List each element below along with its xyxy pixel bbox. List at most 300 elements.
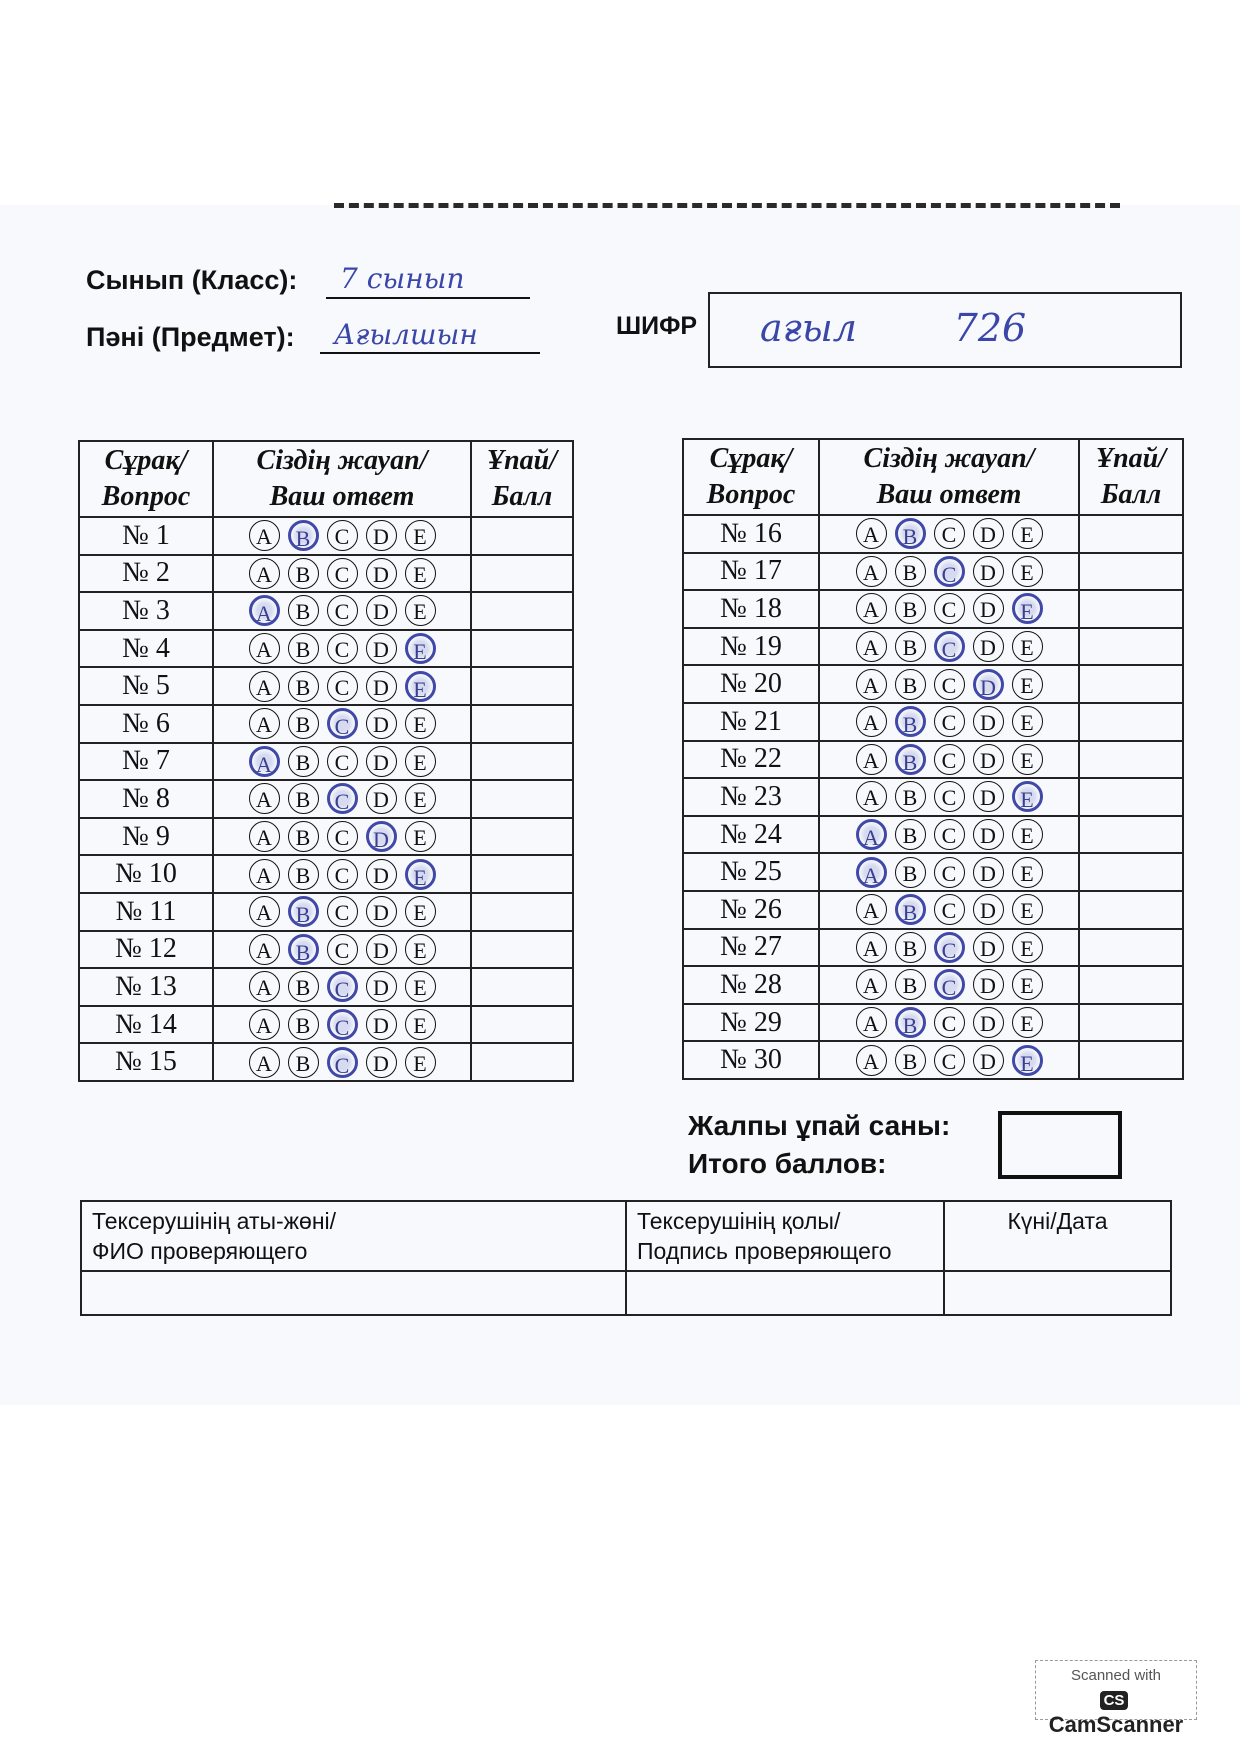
option-bubble-d[interactable]: D: [973, 669, 1004, 700]
option-bubble-a[interactable]: A: [856, 669, 887, 700]
score-cell[interactable]: [471, 743, 573, 781]
answer-options: [819, 891, 1079, 929]
option-bubble-e[interactable]: E: [405, 671, 436, 702]
table-row: [683, 515, 1183, 553]
option-bubble-d[interactable]: D: [973, 518, 1004, 549]
option-bubble-b[interactable]: B: [288, 783, 319, 814]
option-bubble-a[interactable]: A: [249, 859, 280, 890]
question-number: № 14: [79, 1006, 213, 1044]
checker-signature-field[interactable]: [626, 1271, 944, 1315]
option-bubble-e[interactable]: E: [1012, 819, 1043, 850]
option-bubble-d[interactable]: D: [366, 708, 397, 739]
camscanner-logo-icon: CS: [1100, 1691, 1129, 1710]
table-row: [79, 517, 573, 555]
question-number: № 20: [683, 665, 819, 703]
question-number: № 12: [79, 931, 213, 969]
option-bubble-c[interactable]: C: [934, 593, 965, 624]
option-bubble-b[interactable]: B: [288, 859, 319, 890]
score-cell[interactable]: [1079, 515, 1183, 553]
answer-options: [819, 590, 1079, 628]
option-bubble-e[interactable]: E: [1012, 857, 1043, 888]
answer-options: [819, 816, 1079, 854]
option-bubble-a[interactable]: A: [856, 744, 887, 775]
answer-options: [819, 853, 1079, 891]
question-number: № 4: [79, 630, 213, 668]
option-bubble-a[interactable]: A: [856, 857, 887, 888]
option-bubble-a[interactable]: A: [249, 633, 280, 664]
question-number: № 10: [79, 855, 213, 893]
option-bubble-e[interactable]: E: [1012, 744, 1043, 775]
option-bubble-c[interactable]: C: [327, 671, 358, 702]
option-bubble-e[interactable]: E: [405, 746, 436, 777]
score-cell[interactable]: [1079, 741, 1183, 779]
option-bubble-c[interactable]: C: [934, 744, 965, 775]
option-bubble-d[interactable]: D: [973, 819, 1004, 850]
option-bubble-c[interactable]: C: [327, 783, 358, 814]
option-bubble-d[interactable]: D: [366, 558, 397, 589]
option-bubble-d[interactable]: D: [366, 821, 397, 852]
option-bubble-c[interactable]: C: [327, 1047, 358, 1078]
option-bubble-c[interactable]: C: [934, 969, 965, 1000]
checker-table: [80, 1200, 1172, 1316]
option-bubble-e[interactable]: E: [1012, 1007, 1043, 1038]
score-cell[interactable]: [1079, 853, 1183, 891]
option-bubble-e[interactable]: E: [1012, 781, 1043, 812]
option-bubble-b[interactable]: B: [288, 971, 319, 1002]
answer-options: [213, 1006, 471, 1044]
option-bubble-e[interactable]: E: [1012, 631, 1043, 662]
option-bubble-a[interactable]: A: [856, 706, 887, 737]
option-bubble-c[interactable]: C: [934, 706, 965, 737]
answer-table-left: [78, 440, 574, 1082]
score-cell[interactable]: [1079, 816, 1183, 854]
option-bubble-a[interactable]: A: [856, 781, 887, 812]
option-bubble-c[interactable]: C: [327, 708, 358, 739]
option-bubble-d[interactable]: D: [366, 520, 397, 551]
camscanner-watermark: [1035, 1660, 1197, 1737]
option-bubble-e[interactable]: E: [405, 595, 436, 626]
score-cell[interactable]: [471, 968, 573, 1006]
score-cell[interactable]: [1079, 665, 1183, 703]
option-bubble-b[interactable]: B: [288, 558, 319, 589]
answer-options: [819, 515, 1079, 553]
option-bubble-d[interactable]: D: [366, 859, 397, 890]
option-bubble-c[interactable]: C: [327, 633, 358, 664]
option-bubble-b[interactable]: B: [895, 593, 926, 624]
question-number: № 3: [79, 592, 213, 630]
score-cell[interactable]: [1079, 553, 1183, 591]
option-bubble-d[interactable]: D: [973, 969, 1004, 1000]
answer-options: [213, 818, 471, 856]
option-bubble-b[interactable]: B: [895, 518, 926, 549]
option-bubble-e[interactable]: E: [405, 821, 436, 852]
answer-options: [213, 592, 471, 630]
question-number: № 28: [683, 966, 819, 1004]
table-row: [683, 590, 1183, 628]
class-underline: [326, 297, 530, 299]
table-row: [683, 966, 1183, 1004]
score-cell[interactable]: [1079, 966, 1183, 1004]
option-bubble-a[interactable]: A: [856, 631, 887, 662]
option-bubble-d[interactable]: D: [973, 894, 1004, 925]
option-bubble-b[interactable]: B: [288, 896, 319, 927]
table-row: [683, 741, 1183, 779]
score-cell[interactable]: [471, 555, 573, 593]
option-bubble-d[interactable]: D: [973, 1007, 1004, 1038]
answer-options: [819, 778, 1079, 816]
answer-header: Сіздің жауап/ Ваш ответ: [213, 441, 471, 517]
option-bubble-d[interactable]: D: [366, 896, 397, 927]
option-bubble-a[interactable]: A: [249, 934, 280, 965]
option-bubble-c[interactable]: C: [934, 518, 965, 549]
answer-header: Сіздің жауап/ Ваш ответ: [819, 439, 1079, 515]
option-bubble-a[interactable]: A: [856, 932, 887, 963]
table-row: [683, 553, 1183, 591]
table-row: [683, 929, 1183, 967]
table-row: [79, 1043, 573, 1081]
score-header: Ұпай/ Балл: [1079, 439, 1183, 515]
option-bubble-c[interactable]: C: [327, 821, 358, 852]
score-cell[interactable]: [1079, 590, 1183, 628]
option-bubble-d[interactable]: D: [366, 671, 397, 702]
score-cell[interactable]: [471, 667, 573, 705]
table-row: [683, 1041, 1183, 1079]
score-cell[interactable]: [471, 630, 573, 668]
cipher-box: [708, 292, 1182, 368]
table-row: [79, 630, 573, 668]
option-bubble-e[interactable]: E: [1012, 706, 1043, 737]
total-score-field[interactable]: [998, 1111, 1122, 1179]
score-cell[interactable]: [471, 931, 573, 969]
option-bubble-e[interactable]: E: [405, 934, 436, 965]
answer-options: [819, 703, 1079, 741]
option-bubble-c[interactable]: C: [934, 894, 965, 925]
class-label: Сынып (Класс):: [86, 265, 298, 295]
table-row: [79, 893, 573, 931]
option-bubble-d[interactable]: D: [973, 1045, 1004, 1076]
option-bubble-d[interactable]: D: [366, 971, 397, 1002]
score-cell[interactable]: [1079, 1004, 1183, 1042]
question-number: № 25: [683, 853, 819, 891]
answer-table-right: [682, 438, 1184, 1080]
score-cell[interactable]: [1079, 1041, 1183, 1079]
option-bubble-d[interactable]: D: [973, 932, 1004, 963]
score-cell[interactable]: [471, 592, 573, 630]
option-bubble-e[interactable]: E: [1012, 894, 1043, 925]
option-bubble-e[interactable]: E: [1012, 1045, 1043, 1076]
question-number: № 29: [683, 1004, 819, 1042]
option-bubble-c[interactable]: C: [327, 558, 358, 589]
option-bubble-c[interactable]: C: [327, 971, 358, 1002]
table-row: [79, 780, 573, 818]
option-bubble-c[interactable]: C: [934, 932, 965, 963]
option-bubble-c[interactable]: C: [934, 556, 965, 587]
table-row: [683, 703, 1183, 741]
option-bubble-b[interactable]: B: [288, 520, 319, 551]
option-bubble-b[interactable]: B: [895, 1045, 926, 1076]
table-row: [683, 891, 1183, 929]
answer-options: [213, 630, 471, 668]
table-row: [79, 705, 573, 743]
checker-name-label: Тексерушінің аты-жөні/ ФИО проверяющего: [81, 1201, 626, 1271]
question-number: № 7: [79, 743, 213, 781]
option-bubble-d[interactable]: D: [973, 781, 1004, 812]
checker-signature-label: Тексерушінің қолы/ Подпись проверяющего: [626, 1201, 944, 1271]
answer-options: [819, 665, 1079, 703]
score-cell[interactable]: [471, 705, 573, 743]
answer-options: [819, 1041, 1079, 1079]
answer-options: [213, 855, 471, 893]
option-bubble-a[interactable]: A: [856, 593, 887, 624]
option-bubble-a[interactable]: A: [249, 783, 280, 814]
option-bubble-c[interactable]: C: [327, 859, 358, 890]
option-bubble-a[interactable]: A: [249, 1009, 280, 1040]
answer-options: [819, 553, 1079, 591]
option-bubble-d[interactable]: D: [366, 746, 397, 777]
total-label: [688, 1107, 950, 1183]
option-bubble-a[interactable]: A: [856, 969, 887, 1000]
question-number: № 23: [683, 778, 819, 816]
option-bubble-b[interactable]: B: [895, 631, 926, 662]
option-bubble-a[interactable]: A: [249, 1047, 280, 1078]
cipher-value: ағыл 726: [760, 306, 1027, 350]
option-bubble-c[interactable]: C: [934, 857, 965, 888]
score-cell[interactable]: [1079, 891, 1183, 929]
option-bubble-e[interactable]: E: [1012, 556, 1043, 587]
subject-value: Ағылшын: [334, 318, 478, 351]
option-bubble-d[interactable]: D: [366, 633, 397, 664]
question-number: № 22: [683, 741, 819, 779]
question-number: № 1: [79, 517, 213, 555]
subject-underline: [320, 352, 540, 354]
option-bubble-b[interactable]: B: [288, 708, 319, 739]
option-bubble-c[interactable]: C: [327, 896, 358, 927]
option-bubble-b[interactable]: B: [288, 671, 319, 702]
option-bubble-b[interactable]: B: [895, 932, 926, 963]
table-row: [683, 628, 1183, 666]
tear-line: [334, 203, 1120, 208]
option-bubble-c[interactable]: C: [327, 746, 358, 777]
total-label-kz: Жалпы ұпай саны:: [688, 1110, 951, 1141]
option-bubble-d[interactable]: D: [366, 595, 397, 626]
option-bubble-d[interactable]: D: [366, 783, 397, 814]
option-bubble-e[interactable]: E: [405, 1009, 436, 1040]
option-bubble-c[interactable]: C: [934, 1045, 965, 1076]
option-bubble-e[interactable]: E: [405, 633, 436, 664]
question-number: № 9: [79, 818, 213, 856]
checker-date-field[interactable]: [944, 1271, 1171, 1315]
table-row: [79, 855, 573, 893]
answer-options: [213, 931, 471, 969]
option-bubble-b[interactable]: B: [895, 556, 926, 587]
score-cell[interactable]: [1079, 778, 1183, 816]
option-bubble-d[interactable]: D: [973, 706, 1004, 737]
option-bubble-e[interactable]: E: [405, 558, 436, 589]
checker-date-label: Күні/Дата: [944, 1201, 1171, 1271]
option-bubble-c[interactable]: C: [934, 781, 965, 812]
table-row: [683, 816, 1183, 854]
question-number: № 19: [683, 628, 819, 666]
answer-options: [213, 893, 471, 931]
option-bubble-c[interactable]: C: [934, 819, 965, 850]
option-bubble-b[interactable]: B: [895, 819, 926, 850]
option-bubble-e[interactable]: E: [1012, 669, 1043, 700]
answer-options: [213, 780, 471, 818]
table-row: [683, 778, 1183, 816]
question-number: № 30: [683, 1041, 819, 1079]
score-cell[interactable]: [1079, 929, 1183, 967]
question-header: Сұрақ/ Вопрос: [79, 441, 213, 517]
answer-options: [213, 555, 471, 593]
option-bubble-a[interactable]: A: [856, 518, 887, 549]
option-bubble-a[interactable]: A: [249, 708, 280, 739]
option-bubble-d[interactable]: D: [973, 857, 1004, 888]
question-number: № 18: [683, 590, 819, 628]
option-bubble-b[interactable]: B: [288, 934, 319, 965]
option-bubble-b[interactable]: B: [288, 633, 319, 664]
question-number: № 8: [79, 780, 213, 818]
table-row: [79, 592, 573, 630]
table-row: [79, 1006, 573, 1044]
option-bubble-d[interactable]: D: [366, 1047, 397, 1078]
question-header: Сұрақ/ Вопрос: [683, 439, 819, 515]
option-bubble-d[interactable]: D: [366, 934, 397, 965]
option-bubble-a[interactable]: A: [856, 556, 887, 587]
option-bubble-e[interactable]: E: [1012, 593, 1043, 624]
table-row: [683, 853, 1183, 891]
total-label-ru: Итого баллов:: [688, 1148, 887, 1179]
question-number: № 16: [683, 515, 819, 553]
answer-options: [213, 1043, 471, 1081]
option-bubble-a[interactable]: A: [249, 821, 280, 852]
option-bubble-b[interactable]: B: [895, 781, 926, 812]
question-number: № 2: [79, 555, 213, 593]
question-number: № 24: [683, 816, 819, 854]
score-cell[interactable]: [471, 780, 573, 818]
option-bubble-e[interactable]: E: [1012, 932, 1043, 963]
option-bubble-c[interactable]: C: [327, 595, 358, 626]
table-row: [79, 555, 573, 593]
option-bubble-b[interactable]: B: [895, 669, 926, 700]
option-bubble-a[interactable]: A: [249, 746, 280, 777]
option-bubble-a[interactable]: A: [249, 595, 280, 626]
option-bubble-a[interactable]: A: [856, 819, 887, 850]
question-number: № 15: [79, 1043, 213, 1081]
option-bubble-b[interactable]: B: [895, 894, 926, 925]
option-bubble-e[interactable]: E: [405, 783, 436, 814]
option-bubble-e[interactable]: E: [1012, 969, 1043, 1000]
score-header: Ұпай/ Балл: [471, 441, 573, 517]
option-bubble-c[interactable]: C: [934, 669, 965, 700]
option-bubble-b[interactable]: B: [288, 595, 319, 626]
option-bubble-a[interactable]: A: [249, 896, 280, 927]
option-bubble-d[interactable]: D: [973, 744, 1004, 775]
table-row: [79, 968, 573, 1006]
answer-options: [819, 966, 1079, 1004]
table-header: [683, 439, 1183, 515]
score-cell[interactable]: [471, 818, 573, 856]
subject-label: Пәні (Предмет):: [86, 322, 295, 352]
option-bubble-a[interactable]: A: [249, 558, 280, 589]
option-bubble-e[interactable]: E: [405, 520, 436, 551]
option-bubble-a[interactable]: A: [249, 671, 280, 702]
question-number: № 6: [79, 705, 213, 743]
option-bubble-b[interactable]: B: [288, 1047, 319, 1078]
option-bubble-c[interactable]: C: [327, 1009, 358, 1040]
score-cell[interactable]: [471, 1043, 573, 1081]
class-value: 7 сынып: [340, 262, 465, 295]
question-number: № 5: [79, 667, 213, 705]
option-bubble-c[interactable]: C: [934, 631, 965, 662]
table-header: [79, 441, 573, 517]
option-bubble-b[interactable]: B: [895, 857, 926, 888]
question-number: № 27: [683, 929, 819, 967]
answer-options: [213, 705, 471, 743]
option-bubble-e[interactable]: E: [405, 859, 436, 890]
option-bubble-e[interactable]: E: [405, 896, 436, 927]
option-bubble-d[interactable]: D: [366, 1009, 397, 1040]
score-cell[interactable]: [1079, 703, 1183, 741]
answer-options: [819, 1004, 1079, 1042]
option-bubble-c[interactable]: C: [934, 1007, 965, 1038]
option-bubble-d[interactable]: D: [973, 631, 1004, 662]
option-bubble-b[interactable]: B: [895, 744, 926, 775]
answer-options: [213, 968, 471, 1006]
score-cell[interactable]: [471, 893, 573, 931]
table-row: [79, 743, 573, 781]
option-bubble-b[interactable]: B: [288, 746, 319, 777]
cipher-label: ШИФР: [616, 312, 698, 340]
option-bubble-e[interactable]: E: [1012, 518, 1043, 549]
option-bubble-a[interactable]: A: [856, 894, 887, 925]
option-bubble-b[interactable]: B: [895, 1007, 926, 1038]
answer-options: [213, 517, 471, 555]
option-bubble-b[interactable]: B: [288, 821, 319, 852]
score-cell[interactable]: [471, 517, 573, 555]
watermark-brand: CamScanner: [1048, 1712, 1184, 1737]
option-bubble-b[interactable]: B: [895, 969, 926, 1000]
option-bubble-a[interactable]: A: [249, 971, 280, 1002]
option-bubble-b[interactable]: B: [288, 1009, 319, 1040]
score-cell[interactable]: [1079, 628, 1183, 666]
table-row: [683, 1004, 1183, 1042]
option-bubble-a[interactable]: A: [249, 520, 280, 551]
watermark-caption: Scanned with: [1070, 1667, 1162, 1684]
option-bubble-a[interactable]: A: [856, 1007, 887, 1038]
option-bubble-d[interactable]: D: [973, 593, 1004, 624]
option-bubble-b[interactable]: B: [895, 706, 926, 737]
question-number: № 26: [683, 891, 819, 929]
question-number: № 21: [683, 703, 819, 741]
score-cell[interactable]: [471, 855, 573, 893]
option-bubble-e[interactable]: E: [405, 971, 436, 1002]
question-number: № 13: [79, 968, 213, 1006]
option-bubble-d[interactable]: D: [973, 556, 1004, 587]
answer-options: [213, 667, 471, 705]
option-bubble-e[interactable]: E: [405, 1047, 436, 1078]
option-bubble-c[interactable]: C: [327, 520, 358, 551]
answer-options: [819, 741, 1079, 779]
table-row: [79, 931, 573, 969]
table-row: [79, 818, 573, 856]
table-row: [79, 667, 573, 705]
checker-name-field[interactable]: [81, 1271, 626, 1315]
option-bubble-e[interactable]: E: [405, 708, 436, 739]
option-bubble-c[interactable]: C: [327, 934, 358, 965]
score-cell[interactable]: [471, 1006, 573, 1044]
option-bubble-a[interactable]: A: [856, 1045, 887, 1076]
question-number: № 17: [683, 553, 819, 591]
